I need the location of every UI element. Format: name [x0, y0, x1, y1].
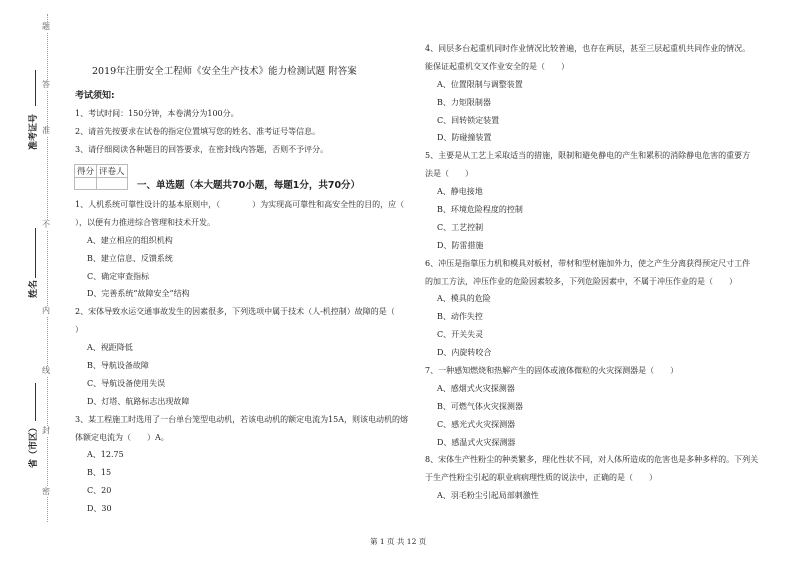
answer-option: C、开关失灵: [437, 330, 484, 340]
question-text: 8、宋体生产性粉尘的种类繁多，理化性状不同，对人体所造成的危害也是多种多样的。下列关: [425, 455, 759, 465]
answer-option: C、工艺控制: [437, 222, 484, 232]
exam-id-label: 准考证号: [29, 113, 39, 150]
question-text: ）: [75, 325, 83, 335]
answer-option: B、导航设备故障: [87, 361, 149, 371]
answer-option: D、30: [87, 504, 112, 514]
question-text: 7、一种感知燃烧和热解产生的固体或液体微粒的火灾探测器是（ ）: [425, 366, 679, 376]
section-title: 一、单选题（本大题共70小题，每题1分，共70分）: [137, 180, 361, 191]
answer-option: A、羽毛粉尘引起局部刺激性: [437, 491, 539, 501]
province-line: [35, 383, 36, 421]
seal-char: 密: [42, 487, 50, 496]
score-header: 得分: [75, 165, 97, 178]
answer-option: C、确定审查指标: [87, 271, 150, 281]
seal-char: 线: [42, 366, 50, 375]
page-footer: 第 1 页 共 12 页: [370, 537, 427, 546]
question-text: 于生产性粉尘引起的职业病病理性质的说法中，正确的是（ ）: [425, 473, 657, 483]
grader-cell[interactable]: [97, 178, 128, 190]
seal-char: 内: [42, 306, 50, 315]
answer-option: D、内旋转咬合: [437, 348, 492, 358]
notice-item: 1、考试时间：150分钟，本卷满分为100分。: [75, 109, 239, 118]
question-text: 3、某工程施工时选用了一台单台笼型电动机，若该电动机的额定电流为15A，则该电动机的熔: [75, 414, 409, 424]
notice-item: 3、请仔细阅读各种题目的回答要求，在密封线内答题，否则不予评分。: [75, 145, 329, 154]
answer-option: D、完善系统“故障安全”结构: [87, 289, 190, 299]
answer-option: C、感光式火灾探测器: [437, 419, 516, 429]
answer-option: A、位置限制与调整装置: [437, 79, 523, 89]
answer-option: A、感烟式火灾探测器: [437, 383, 515, 393]
question-text: 1、人机系统可靠性设计的基本原则中，（ ）为实现高可靠性和高安全性的目的，应（: [75, 200, 405, 209]
right-column: [425, 40, 758, 505]
exam-id-line: [35, 70, 36, 106]
notice-heading: 考试须知:: [75, 91, 115, 101]
seal-char: 题: [42, 22, 50, 31]
answer-option: B、15: [87, 468, 112, 478]
answer-option: B、环境危险程度的控制: [437, 205, 523, 215]
answer-option: D、感温式火灾探测器: [437, 437, 516, 447]
answer-option: D、防碰撞装置: [437, 133, 492, 143]
answer-option: B、动作失控: [437, 312, 483, 322]
score-cell[interactable]: [75, 178, 97, 190]
name-label: 姓名: [29, 279, 39, 298]
seal-char: 准: [42, 126, 50, 135]
answer-option: A、模具的危险: [437, 294, 491, 304]
answer-option: A、12.75: [87, 450, 124, 460]
score-table: [74, 164, 128, 190]
question-text: 2、宋体导致水运交通事故发生的因素很多，下列选项中属于技术（人-机控制）故障的是（: [75, 307, 395, 317]
answer-option: B、可燃气体火灾探测器: [437, 401, 523, 411]
answer-option: D、防雷措施: [437, 240, 484, 250]
answer-option: A、视距降低: [87, 343, 133, 353]
seal-char: 不: [42, 220, 50, 229]
answer-option: A、建立相应的组织机构: [87, 235, 173, 245]
notice-item: 2、请首先按要求在试卷的指定位置填写您的姓名、准考证号等信息。: [75, 127, 321, 136]
left-column: [75, 196, 408, 518]
answer-option: B、建立信息、反馈系统: [87, 253, 173, 263]
question-text: 法是（ ）: [425, 169, 473, 179]
answer-option: C、导航设备使用失误: [87, 378, 166, 388]
question-text: 的加工方法，冲压作业的危险因素较多，下列危险因素中，不属于冲压作业的是（ ）: [425, 276, 737, 286]
question-text: 体额定电流为（ ）A。: [75, 432, 169, 442]
answer-option: A、静电接地: [437, 187, 483, 197]
answer-option: C、回转锁定装置: [437, 115, 500, 125]
question-text: 能保证起重机交叉作业安全的是（ ）: [425, 61, 569, 71]
question-text: ），以便有力推进综合管理和技术开发。: [75, 217, 215, 227]
province-label: 省（市区）: [29, 422, 39, 468]
grader-header: 评卷人: [97, 165, 128, 178]
seal-char: 答: [42, 80, 50, 89]
question-text: 6、冲压是指靠压力机和模具对板材，带材和型材施加外力，使之产生分离获得预定尺寸工件: [425, 258, 751, 268]
answer-option: C、20: [87, 486, 112, 496]
name-line: [35, 228, 36, 278]
seal-char: 封: [42, 426, 50, 435]
answer-option: D、灯塔、航路标志出现故障: [87, 396, 190, 406]
question-text: 5、主要是从工艺上采取适当的措施，限制和避免静电的产生和累积的消除静电危害的重要方: [425, 151, 751, 161]
page-title: 2019年注册安全工程师《安全生产技术》能力检测试题 附答案: [92, 66, 357, 77]
seal-line: [47, 14, 48, 522]
answer-option: B、力矩限制器: [437, 97, 491, 107]
question-text: 4、同层多台起重机同时作业情况比较普遍，也存在两层，甚至三层起重机共同作业的情况。: [425, 44, 751, 53]
